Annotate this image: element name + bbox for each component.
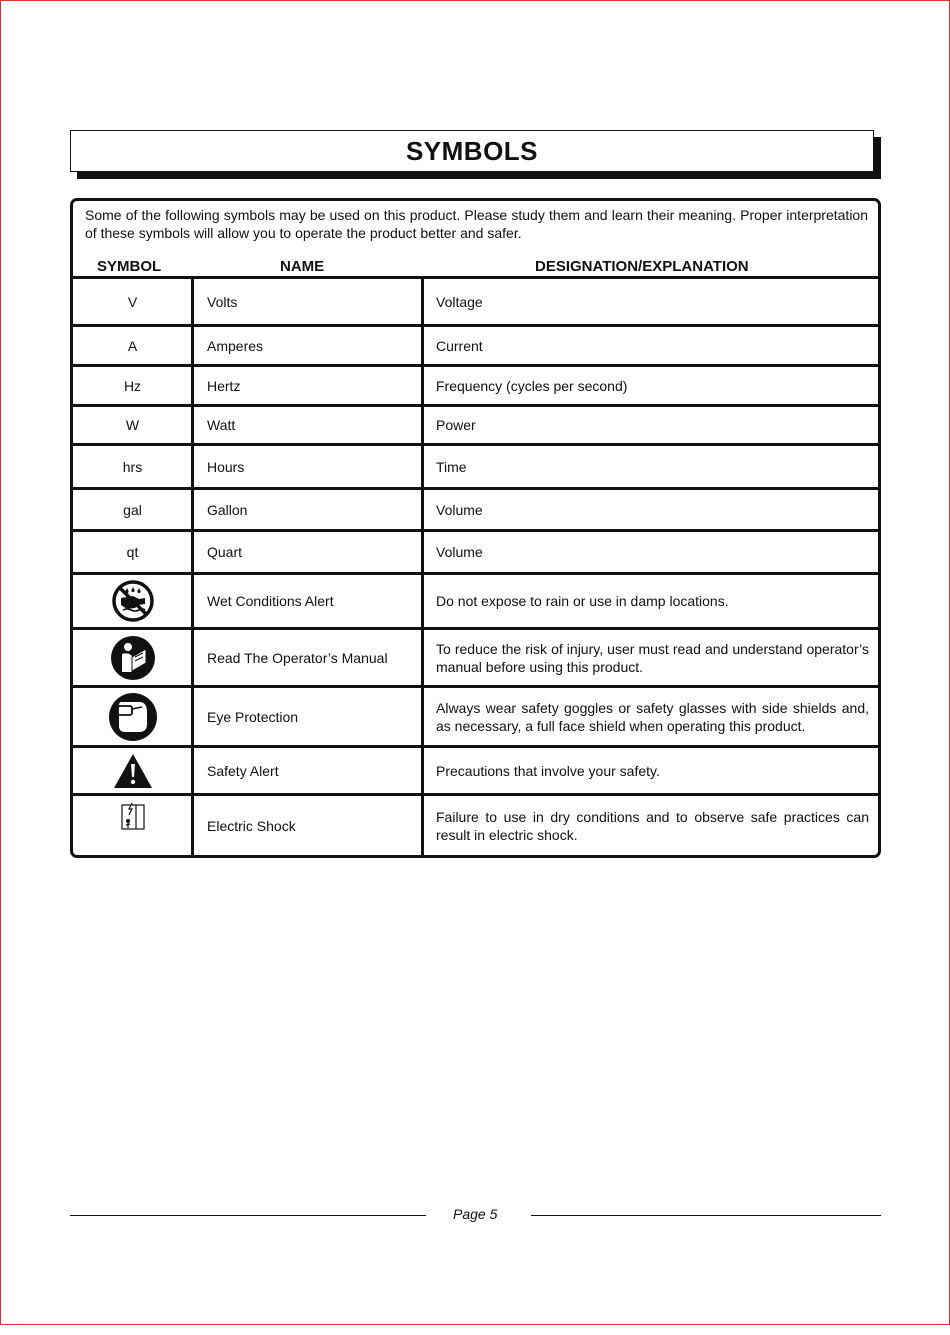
symbol-cell: gal	[123, 501, 142, 518]
header-name: NAME	[280, 258, 325, 275]
intro-text: Some of the following symbols may be used on this product. Please study them and learn their meaning. Proper interpretation of these symbols will allow you to operate the product better and safer.	[85, 207, 868, 241]
name-cell: Read The Operator’s Manual	[207, 649, 388, 666]
symbol-cell: A	[127, 337, 138, 354]
symbol-cell: hrs	[122, 458, 143, 475]
header-designation: DESIGNATION/EXPLANATION	[535, 258, 749, 275]
read-manual-icon	[73, 630, 192, 685]
wet-conditions-icon	[73, 575, 192, 627]
header-symbol: SYMBOL	[97, 258, 162, 275]
page-number: Page 5	[453, 1206, 498, 1222]
name-cell: Volts	[207, 293, 238, 310]
name-cell: Gallon	[207, 501, 248, 518]
safety-alert-icon	[73, 748, 192, 793]
name-cell: Quart	[207, 544, 243, 560]
desc-cell: Volume	[436, 501, 483, 518]
name-cell: Hertz	[207, 377, 241, 394]
symbol-cell: qt	[126, 544, 139, 560]
name-cell: Watt	[207, 417, 236, 433]
symbols-table	[70, 198, 881, 858]
desc-cell: Time	[436, 458, 467, 475]
name-cell: Amperes	[207, 337, 264, 354]
symbol-cell: W	[125, 417, 140, 433]
footer-rule-right	[531, 1215, 881, 1216]
desc-cell: Current	[436, 337, 483, 354]
desc-cell: Voltage	[436, 293, 483, 310]
name-cell: Eye Protection	[207, 708, 299, 725]
desc-cell: Power	[436, 417, 476, 433]
desc-cell: Always wear safety goggles or safety glasses with side shields and, as necessary, a full face shield when operating this product.	[436, 699, 869, 734]
electric-shock-icon	[73, 796, 192, 855]
name-cell: Wet Conditions Alert	[207, 593, 334, 609]
title-box	[70, 130, 874, 172]
desc-cell: Frequency (cycles per second)	[436, 377, 628, 394]
desc-cell: Precautions that involve your safety.	[436, 762, 660, 779]
symbol-cell: Hz	[123, 377, 142, 394]
page-title: SYMBOLS	[405, 135, 539, 166]
eye-protection-icon	[73, 688, 192, 745]
desc-cell: Do not expose to rain or use in damp locations.	[436, 593, 729, 609]
desc-cell: Failure to use in dry conditions and to observe safe practices can result in electric shock.	[436, 808, 869, 843]
column-divider	[421, 279, 424, 855]
footer-rule-left	[70, 1215, 426, 1216]
name-cell: Electric Shock	[207, 817, 296, 834]
name-cell: Hours	[207, 458, 245, 475]
symbol-cell: V	[127, 293, 138, 310]
desc-cell: To reduce the risk of injury, user must read and understand operator’s manual before using this product.	[436, 640, 869, 675]
desc-cell: Volume	[436, 544, 483, 560]
name-cell: Safety Alert	[207, 762, 279, 779]
